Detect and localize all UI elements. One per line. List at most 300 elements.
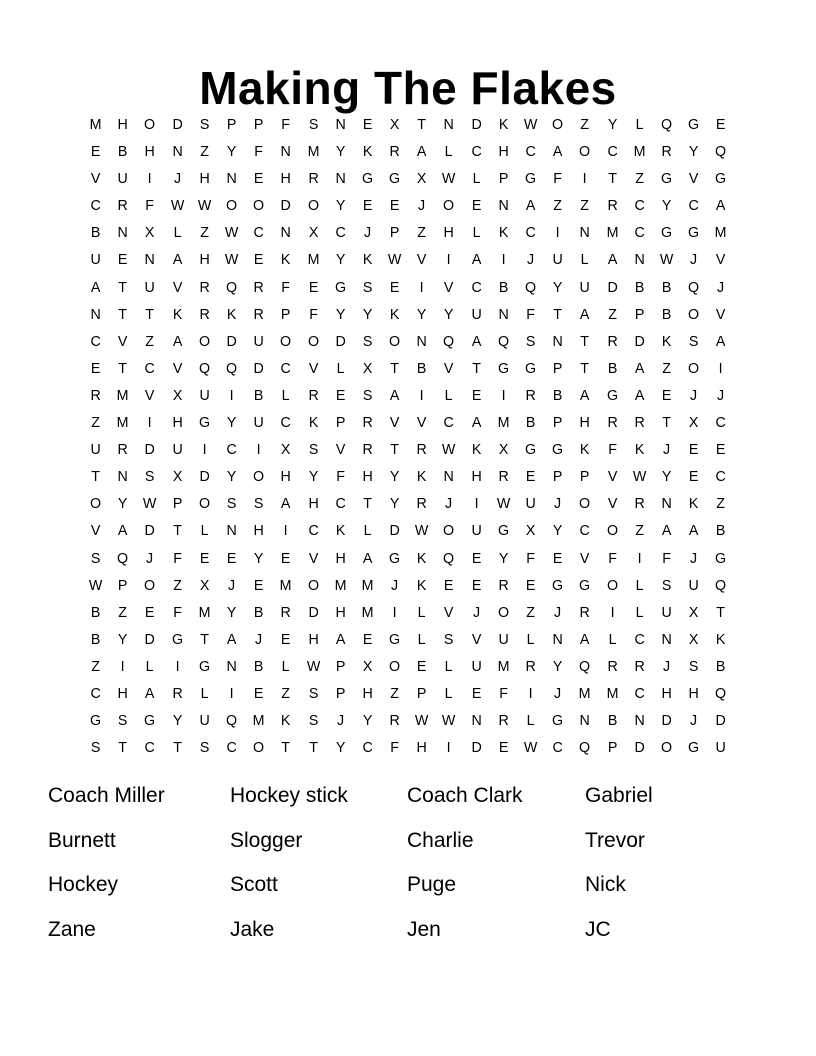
grid-cell: Y [172, 712, 182, 730]
grid-cell: Z [91, 414, 100, 432]
grid-cell: O [688, 305, 700, 323]
grid-cell: E [471, 576, 481, 594]
grid-cell: N [335, 170, 346, 188]
grid-cell: B [253, 603, 264, 621]
grid-cell: T [118, 739, 128, 757]
grid-cell: H [362, 684, 373, 702]
grid-cell: E [525, 468, 536, 486]
grid-cell: W [224, 251, 239, 269]
grid-cell: Q [225, 278, 238, 296]
grid-cell: D [335, 332, 346, 350]
grid-cell: Y [118, 630, 128, 648]
grid-cell: P [553, 414, 563, 432]
grid-cell: U [90, 441, 101, 459]
grid-cell: I [147, 414, 152, 432]
grid-cell: X [498, 441, 509, 459]
grid-cell: Q [715, 684, 727, 702]
grid-cell: V [308, 549, 318, 567]
grid-cell: D [471, 116, 482, 133]
grid-cell: T [308, 739, 318, 757]
grid-cell: H [199, 251, 210, 269]
grid-cell: D [471, 739, 482, 757]
grid-cell: H [416, 739, 427, 757]
grid-cell: Z [91, 657, 100, 675]
grid-cell: M [307, 251, 320, 269]
grid-cell: M [198, 603, 211, 621]
grid-cell: M [116, 414, 129, 432]
grid-cell: N [226, 522, 237, 540]
grid-cell: Z [634, 522, 644, 540]
grid-cell: D [226, 332, 237, 350]
grid-cell: E [199, 549, 210, 567]
grid-cell: X [172, 386, 182, 404]
grid-cell: R [117, 441, 128, 459]
grid-cell: O [253, 739, 265, 757]
grid-cell: Y [226, 468, 237, 486]
grid-cell: K [335, 522, 346, 540]
grid-cell: G [552, 576, 564, 594]
grid-cell: S [688, 332, 699, 350]
grid-cell: D [607, 278, 618, 296]
grid-cell: I [447, 251, 452, 269]
grid-cell: L [472, 224, 481, 242]
grid-cell: A [172, 332, 182, 350]
grid-cell: B [607, 712, 617, 730]
grid-cell: D [280, 197, 292, 215]
grid-cell: L [281, 657, 290, 675]
grid-cell: G [688, 116, 700, 133]
grid-cell: L [445, 684, 453, 702]
grid-cell: N [498, 305, 509, 323]
grid-cell: X [362, 359, 373, 377]
grid-cell: E [362, 116, 373, 133]
grid-cell: Q [117, 549, 129, 567]
grid-cell: K [580, 441, 590, 459]
grid-cell: I [229, 386, 234, 404]
grid-cell: C [579, 522, 591, 540]
grid-cell: O [579, 143, 591, 161]
grid-cell: Y [553, 522, 563, 540]
grid-cell: E [471, 386, 481, 404]
grid-cell: J [690, 251, 698, 269]
grid-cell: I [175, 657, 180, 675]
grid-cell: A [172, 251, 182, 269]
grid-cell: E [118, 251, 128, 269]
grid-cell: T [390, 359, 400, 377]
grid-cell: E [417, 657, 427, 675]
grid-cell: N [552, 630, 563, 648]
grid-cell: Y [389, 495, 400, 513]
grid-cell: Q [660, 116, 673, 133]
grid-cell: A [471, 332, 481, 350]
grid-cell: G [715, 549, 727, 567]
grid-cell: R [280, 603, 292, 621]
grid-cell: G [688, 224, 700, 242]
grid-cell: J [418, 197, 426, 215]
grid-cell: Z [118, 603, 128, 621]
grid-cell: R [362, 441, 373, 459]
grid-cell: Y [335, 197, 346, 215]
word-item: Puge [407, 873, 457, 896]
grid-cell: W [387, 251, 402, 269]
grid-cell: Y [308, 468, 318, 486]
grid-cell: X [145, 224, 155, 242]
grid-cell: A [362, 549, 373, 567]
grid-cell: T [716, 603, 726, 621]
grid-cell: L [445, 657, 453, 675]
grid-cell: M [116, 386, 129, 404]
grid-cell: I [147, 170, 152, 188]
grid-cell: S [444, 630, 454, 648]
grid-cell: Z [417, 224, 427, 242]
grid-cell: D [389, 522, 400, 540]
grid-cell: N [661, 630, 672, 648]
grid-cell: S [308, 712, 318, 730]
grid-cell: G [579, 576, 591, 594]
grid-cell: H [199, 170, 210, 188]
grid-cell: Z [580, 116, 590, 133]
grid-cell: R [199, 278, 210, 296]
grid-cell: E [281, 630, 291, 648]
grid-cell: X [525, 522, 536, 540]
word-item: JC [585, 917, 611, 941]
grid-cell: E [716, 116, 726, 133]
grid-cell: L [200, 684, 209, 702]
grid-cell: R [253, 278, 264, 296]
grid-cell: C [226, 739, 237, 757]
grid-cell: F [145, 197, 155, 215]
grid-cell: W [415, 712, 429, 730]
grid-cell: H [280, 468, 292, 486]
grid-cell: P [335, 657, 346, 675]
grid-cell: J [554, 495, 562, 513]
grid-cell: I [229, 684, 234, 702]
grid-cell: A [607, 251, 617, 269]
grid-cell: E [389, 278, 400, 296]
grid-cell: N [335, 116, 346, 133]
grid-cell: F [526, 549, 535, 567]
grid-cell: A [335, 630, 346, 648]
grid-cell: C [607, 143, 618, 161]
grid-cell: X [417, 170, 427, 188]
grid-cell: Z [662, 359, 671, 377]
grid-cell: U [144, 278, 156, 296]
grid-cell: L [635, 603, 644, 621]
grid-cell: T [118, 359, 128, 377]
grid-cell: D [199, 468, 210, 486]
grid-cell: U [579, 278, 591, 296]
grid-cell: A [471, 414, 481, 432]
grid-cell: U [253, 332, 264, 350]
grid-cell: M [361, 576, 374, 594]
grid-cell: V [688, 170, 699, 188]
grid-cell: Z [634, 170, 644, 188]
grid-cell: U [253, 414, 264, 432]
grid-cell: E [688, 468, 699, 486]
grid-cell: P [335, 684, 346, 702]
grid-cell: K [498, 116, 509, 133]
grid-cell: W [523, 739, 538, 757]
grid-cell: S [90, 739, 101, 757]
grid-cell: D [307, 603, 319, 621]
grid-cell: R [172, 684, 183, 702]
grid-cell: R [416, 495, 427, 513]
grid-cell: S [226, 495, 237, 513]
grid-cell: Z [199, 224, 209, 242]
grid-cell: C [280, 359, 292, 377]
grid-cell: C [634, 684, 645, 702]
grid-cell: W [659, 251, 674, 269]
grid-cell: T [363, 495, 372, 513]
grid-cell: R [607, 414, 618, 432]
grid-cell: U [471, 522, 482, 540]
grid-cell: P [498, 170, 509, 188]
grid-cell: C [634, 197, 645, 215]
grid-cell: K [281, 712, 291, 730]
grid-cell: A [389, 386, 400, 404]
grid-cell: C [226, 441, 237, 459]
grid-cell: R [307, 170, 319, 188]
grid-cell: N [416, 332, 427, 350]
grid-cell: L [417, 630, 426, 648]
grid-cell: C [688, 197, 699, 215]
grid-cell: Y [607, 116, 617, 133]
grid-cell: U [172, 441, 183, 459]
grid-cell: I [501, 386, 506, 404]
grid-cell: G [361, 170, 374, 188]
grid-cell: E [145, 603, 155, 621]
grid-cell: A [716, 197, 726, 215]
grid-cell: E [253, 251, 264, 269]
grid-cell: F [607, 441, 617, 459]
grid-cell: K [661, 332, 672, 350]
grid-cell: K [417, 468, 427, 486]
grid-cell: N [144, 251, 156, 269]
grid-cell: J [146, 549, 154, 567]
grid-cell: U [199, 386, 210, 404]
grid-cell: V [145, 386, 155, 404]
grid-cell: A [417, 143, 427, 161]
grid-cell: P [553, 359, 563, 377]
grid-cell: Z [199, 143, 209, 161]
grid-cell: U [471, 305, 482, 323]
grid-cell: O [307, 576, 319, 594]
grid-cell: V [335, 441, 346, 459]
grid-cell: Y [661, 197, 672, 215]
grid-cell: H [498, 143, 509, 161]
grid-cell: V [389, 414, 400, 432]
grid-cell: O [253, 197, 265, 215]
grid-cell: V [444, 278, 454, 296]
grid-cell: J [690, 712, 698, 730]
grid-cell: L [200, 522, 209, 540]
grid-cell: B [634, 278, 645, 296]
grid-cell: P [634, 305, 645, 323]
grid-cell: H [661, 684, 672, 702]
word-item: Gabriel [585, 784, 653, 807]
grid-cell: R [307, 386, 319, 404]
grid-cell: R [634, 495, 645, 513]
grid-cell: N [471, 712, 482, 730]
word-search-grid [82, 111, 735, 761]
grid-cell: Q [198, 359, 210, 377]
grid-cell: L [363, 522, 372, 540]
grid-cell: N [634, 712, 645, 730]
grid-cell: W [442, 170, 456, 188]
grid-cell: I [256, 441, 261, 459]
grid-cell: N [443, 468, 455, 486]
grid-cell: Q [443, 332, 455, 350]
grid-cell: G [171, 630, 183, 648]
grid-cell: V [444, 603, 454, 621]
grid-cell: J [717, 278, 725, 296]
grid-cell: X [688, 603, 699, 621]
grid-cell: G [389, 549, 401, 567]
grid-cell: T [580, 332, 590, 350]
grid-cell: C [307, 522, 319, 540]
grid-cell: V [118, 332, 128, 350]
grid-cell: E [362, 197, 373, 215]
grid-cell: N [552, 332, 563, 350]
grid-cell: H [172, 414, 183, 432]
grid-cell: B [90, 603, 101, 621]
word-item: Charlie [407, 828, 474, 852]
grid-cell: J [445, 495, 453, 513]
grid-cell: J [690, 549, 698, 567]
grid-cell: S [308, 441, 318, 459]
grid-cell: C [525, 224, 536, 242]
grid-cell: M [497, 657, 510, 675]
grid-cell: U [688, 576, 699, 594]
grid-cell: G [688, 739, 700, 757]
grid-cell: U [715, 739, 727, 757]
grid-cell: G [525, 441, 537, 459]
grid-cell: O [497, 603, 509, 621]
grid-cell: V [580, 549, 590, 567]
grid-cell: N [280, 224, 292, 242]
grid-cell: H [471, 468, 482, 486]
grid-cell: K [688, 495, 699, 513]
grid-cell: H [253, 522, 264, 540]
grid-cell: R [389, 143, 400, 161]
grid-cell: W [306, 657, 320, 675]
grid-cell: X [281, 441, 291, 459]
grid-cell: N [579, 712, 591, 730]
grid-cell: Y [688, 143, 699, 161]
grid-cell: S [525, 332, 536, 350]
grid-cell: B [90, 630, 101, 648]
grid-cell: L [635, 576, 644, 594]
grid-cell: K [417, 549, 427, 567]
grid-cell: B [253, 386, 264, 404]
grid-cell: T [118, 305, 128, 323]
word-item: Zane [48, 917, 96, 941]
word-item: Slogger [230, 828, 303, 852]
grid-cell: M [307, 143, 320, 161]
grid-cell: G [552, 441, 564, 459]
grid-cell: K [498, 224, 509, 242]
grid-cell: G [497, 359, 509, 377]
grid-cell: T [580, 359, 590, 377]
grid-cell: C [253, 224, 264, 242]
grid-cell: J [472, 603, 480, 621]
grid-cell: G [552, 712, 564, 730]
grid-cell: Y [362, 305, 373, 323]
grid-cell: R [362, 414, 373, 432]
grid-cell: O [90, 495, 102, 513]
grid-cell: H [688, 684, 699, 702]
grid-cell: V [417, 251, 427, 269]
grid-cell: F [172, 549, 182, 567]
grid-cell: M [252, 712, 265, 730]
grid-cell: P [389, 224, 400, 242]
grid-cell: Z [172, 576, 182, 594]
grid-cell: E [226, 549, 237, 567]
grid-cell: N [172, 143, 183, 161]
grid-cell: L [608, 630, 617, 648]
grid-cell: H [280, 170, 292, 188]
grid-cell: E [471, 684, 481, 702]
grid-cell: M [279, 576, 292, 594]
grid-cell: T [417, 116, 427, 133]
grid-cell: R [634, 414, 645, 432]
grid-cell: X [199, 576, 210, 594]
grid-cell: C [715, 414, 727, 432]
grid-cell: T [145, 305, 155, 323]
grid-cell: C [525, 143, 536, 161]
grid-cell: J [690, 386, 698, 404]
grid-cell: V [90, 522, 101, 540]
grid-cell: K [634, 441, 645, 459]
grid-cell: B [553, 386, 563, 404]
grid-cell: J [255, 630, 263, 648]
grid-cell: H [307, 630, 319, 648]
grid-cell: C [362, 739, 373, 757]
grid-cell: B [716, 522, 726, 540]
grid-cell: Q [715, 576, 727, 594]
grid-cell: K [471, 441, 481, 459]
grid-cell: C [552, 739, 563, 757]
grid-cell: A [661, 522, 672, 540]
grid-cell: P [335, 414, 346, 432]
grid-cell: E [471, 549, 481, 567]
grid-cell: F [499, 684, 508, 702]
grid-cell: G [198, 414, 210, 432]
grid-cell: P [172, 495, 182, 513]
grid-cell: X [688, 414, 699, 432]
grid-cell: R [389, 712, 400, 730]
grid-cell: C [715, 468, 727, 486]
page-title: Making The Flakes [199, 61, 617, 114]
grid-cell: R [199, 305, 210, 323]
grid-cell: J [391, 576, 399, 594]
grid-cell: Z [607, 305, 617, 323]
grid-cell: O [280, 332, 292, 350]
grid-cell: D [634, 739, 645, 757]
grid-cell: F [172, 603, 182, 621]
grid-cell: L [281, 386, 290, 404]
grid-cell: S [253, 495, 264, 513]
grid-cell: W [523, 116, 538, 133]
word-item: Jake [230, 917, 275, 941]
grid-cell: X [389, 116, 400, 133]
grid-cell: O [198, 332, 210, 350]
grid-cell: A [688, 522, 699, 540]
grid-cell: W [143, 495, 157, 513]
grid-cell: K [389, 305, 400, 323]
grid-cell: R [525, 657, 536, 675]
grid-cell: O [389, 657, 401, 675]
